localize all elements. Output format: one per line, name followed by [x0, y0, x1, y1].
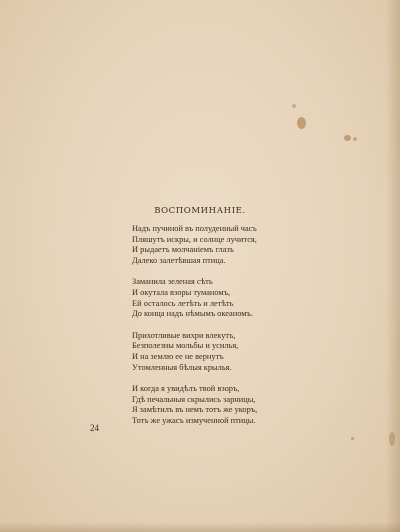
page-number: 24 — [90, 423, 99, 433]
poem-line: И рыдаетъ молчаніемъ глазъ — [132, 245, 234, 255]
poem-line: Ей осталось летѣть и летѣть — [132, 298, 234, 308]
poem-line: И на землю ее не вернутъ — [132, 351, 224, 361]
poem-line: До конца надъ нѣмымъ океаномъ. — [132, 309, 253, 319]
foxing-stain — [389, 432, 395, 446]
poem-line: Пляшутъ искры, и солнце лучится, — [132, 234, 257, 244]
poem-line: Я замѣтилъ въ немъ тотъ же укоръ, — [132, 405, 258, 415]
poem-line: Утомленныя бѣлыя крылья. — [132, 362, 232, 372]
poem-line: Гдѣ печальныя скрылись зарницы, — [132, 394, 256, 404]
poem-line: Заманила зеленая сѣть — [132, 277, 213, 287]
poem-body — [132, 224, 257, 438]
stanza-1 — [132, 224, 257, 266]
poem-line: Надъ пучиной въ полуденный часъ — [132, 224, 257, 233]
page-bottom-shadow — [0, 522, 400, 532]
stanza-2 — [132, 277, 257, 319]
foxing-stain — [353, 137, 357, 141]
poem-line: Безполезны мольбы и усилья, — [132, 341, 239, 351]
foxing-stain — [351, 437, 354, 440]
page-edge-shadow — [386, 0, 400, 532]
foxing-stain — [297, 117, 306, 129]
poem-line: Прихотливые вихри влекутъ, — [132, 330, 236, 340]
poem-line: Тотъ же ужасъ измученной птицы. — [132, 415, 256, 425]
foxing-stain — [344, 135, 351, 141]
foxing-stain — [292, 104, 296, 108]
poem-title: ВОСПОМИНАНІЕ. — [154, 206, 246, 216]
poem-line: И окутала взоры туманомъ, — [132, 287, 231, 297]
stanza-4 — [132, 384, 257, 426]
stanza-3 — [132, 331, 257, 373]
poem-line: Далеко залетѣвшая птица. — [132, 255, 226, 265]
poem-line: И когда я увидѣлъ твой взоръ, — [132, 384, 240, 394]
